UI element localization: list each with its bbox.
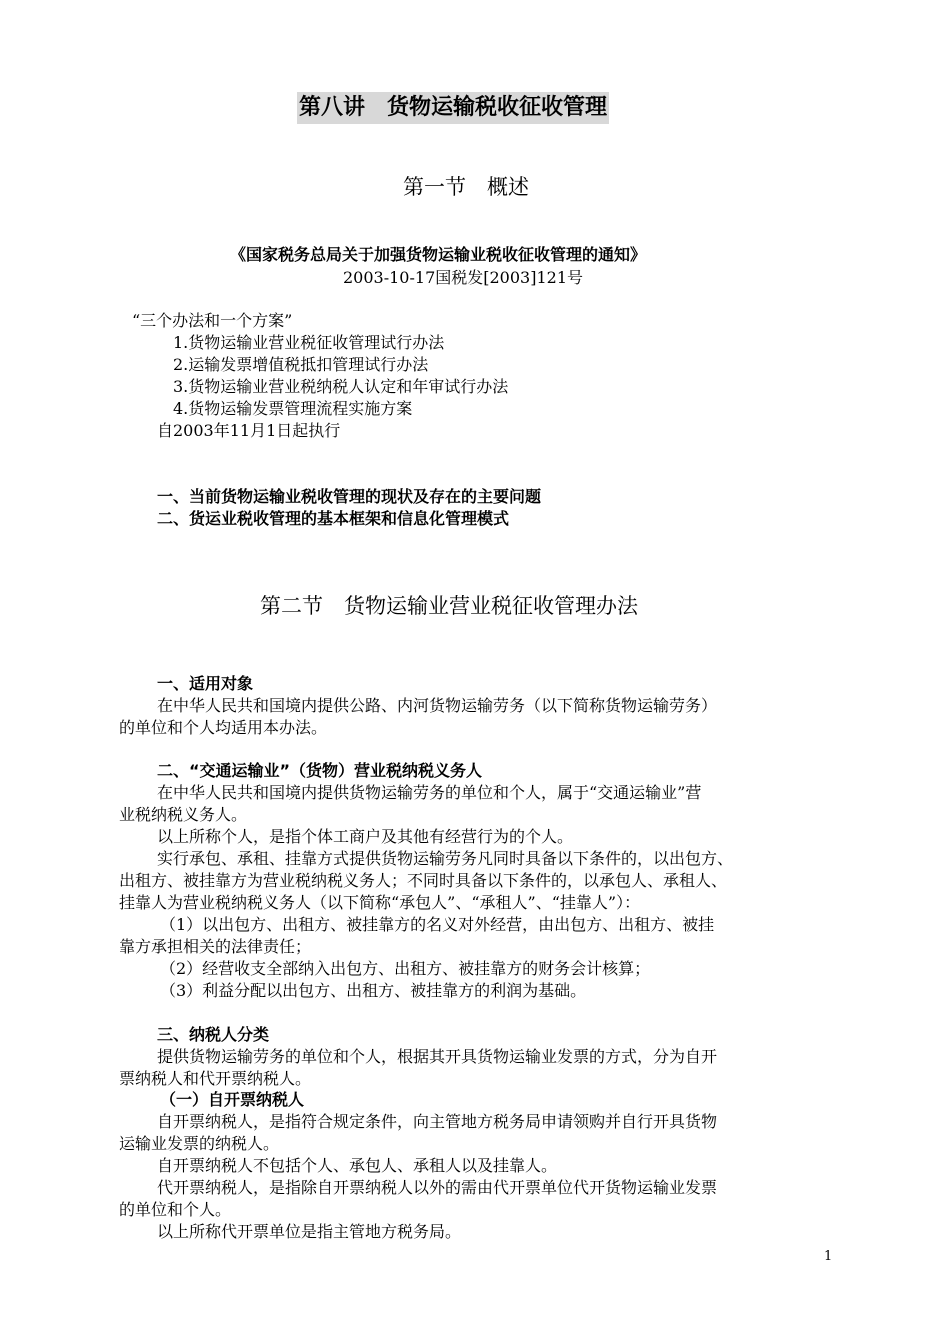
paragraph-line: 提供货物运输劳务的单位和个人，根据其开具货物运输业发票的方式，分为自开 xyxy=(157,1047,718,1066)
section1-title: 第一节 概述 xyxy=(403,175,529,199)
paragraph-line: 业税纳税义务人。 xyxy=(119,805,248,824)
paragraph-line: 以上所称个人，是指个体工商户及其他有经营行为的个人。 xyxy=(157,827,574,846)
paragraph-line: 在中华人民共和国境内提供公路、内河货物运输劳务（以下简称货物运输劳务） xyxy=(157,696,718,715)
paragraph-line: 挂靠人为营业税纳税义务人（以下简称“承包人”、“承租人”、“挂靠人”）： xyxy=(119,893,641,912)
paragraph-line: （3）利益分配以出包方、出租方、被挂靠方的利润为基础。 xyxy=(160,981,587,1000)
plan-item: 4.货物运输发票管理流程实施方案 xyxy=(173,399,413,418)
effective-date: 自2003年11月1日起执行 xyxy=(157,421,341,440)
paragraph-line: 的单位和个人。 xyxy=(119,1200,232,1219)
paragraph-line: 代开票纳税人，是指除自开票纳税人以外的需由代开票单位代开货物运输业发票 xyxy=(157,1178,718,1197)
paragraph-line: （1）以出包方、出租方、被挂靠方的名义对外经营，由出包方、出租方、被挂 xyxy=(160,915,715,934)
page-number: 1 xyxy=(824,1249,833,1264)
paragraph-line: 实行承包、承租、挂靠方式提供货物运输劳务凡同时具备以下条件的，以出包方、 xyxy=(157,849,734,868)
paragraph-line: 以上所称代开票单位是指主管地方税务局。 xyxy=(157,1222,462,1241)
paragraph-line: 票纳税人和代开票纳税人。 xyxy=(119,1069,312,1088)
section2-title: 第二节 货物运输业营业税征收管理办法 xyxy=(260,594,638,618)
subsection-heading: （一）自开票纳税人 xyxy=(160,1090,305,1109)
plan-heading: “三个办法和一个方案” xyxy=(132,311,293,330)
paragraph-line: 靠方承担相关的法律责任； xyxy=(119,937,312,956)
plan-item: 1.货物运输业营业税征收管理试行办法 xyxy=(173,333,445,352)
subsection-heading: 二、“交通运输业”（货物）营业税纳税义务人 xyxy=(157,761,483,780)
plan-item: 3.货物运输业营业税纳税人认定和年审试行办法 xyxy=(173,377,509,396)
plan-item: 2.运输发票增值税抵扣管理试行办法 xyxy=(173,355,429,374)
subsection-heading: 一、适用对象 xyxy=(157,674,254,693)
notice-reference: 2003-10-17国税发[2003]121号 xyxy=(343,268,583,287)
paragraph-line: 的单位和个人均适用本办法。 xyxy=(119,718,328,737)
paragraph-line: 自开票纳税人不包括个人、承包人、承租人以及挂靠人。 xyxy=(157,1156,558,1175)
main-title: 第八讲 货物运输税收征收管理 xyxy=(297,92,609,124)
subsection-heading: 三、纳税人分类 xyxy=(157,1025,270,1044)
paragraph-line: 自开票纳税人，是指符合规定条件，向主管地方税务局申请领购并自行开具货物 xyxy=(157,1112,718,1131)
paragraph-line: 在中华人民共和国境内提供货物运输劳务的单位和个人，属于“交通运输业”营 xyxy=(157,783,702,802)
paragraph-line: 运输业发票的纳税人。 xyxy=(119,1134,280,1153)
paragraph-line: （2）经营收支全部纳入出包方、出租方、被挂靠方的财务会计核算； xyxy=(160,959,651,978)
topic-item: 二、货运业税收管理的基本框架和信息化管理模式 xyxy=(157,509,510,528)
topic-item: 一、当前货物运输业税收管理的现状及存在的主要问题 xyxy=(157,487,542,506)
paragraph-line: 出租方、被挂靠方为营业税纳税义务人；不同时具备以下条件的，以承包人、承租人、 xyxy=(119,871,728,890)
notice-title: 《国家税务总局关于加强货物运输业税收征收管理的通知》 xyxy=(230,245,647,264)
